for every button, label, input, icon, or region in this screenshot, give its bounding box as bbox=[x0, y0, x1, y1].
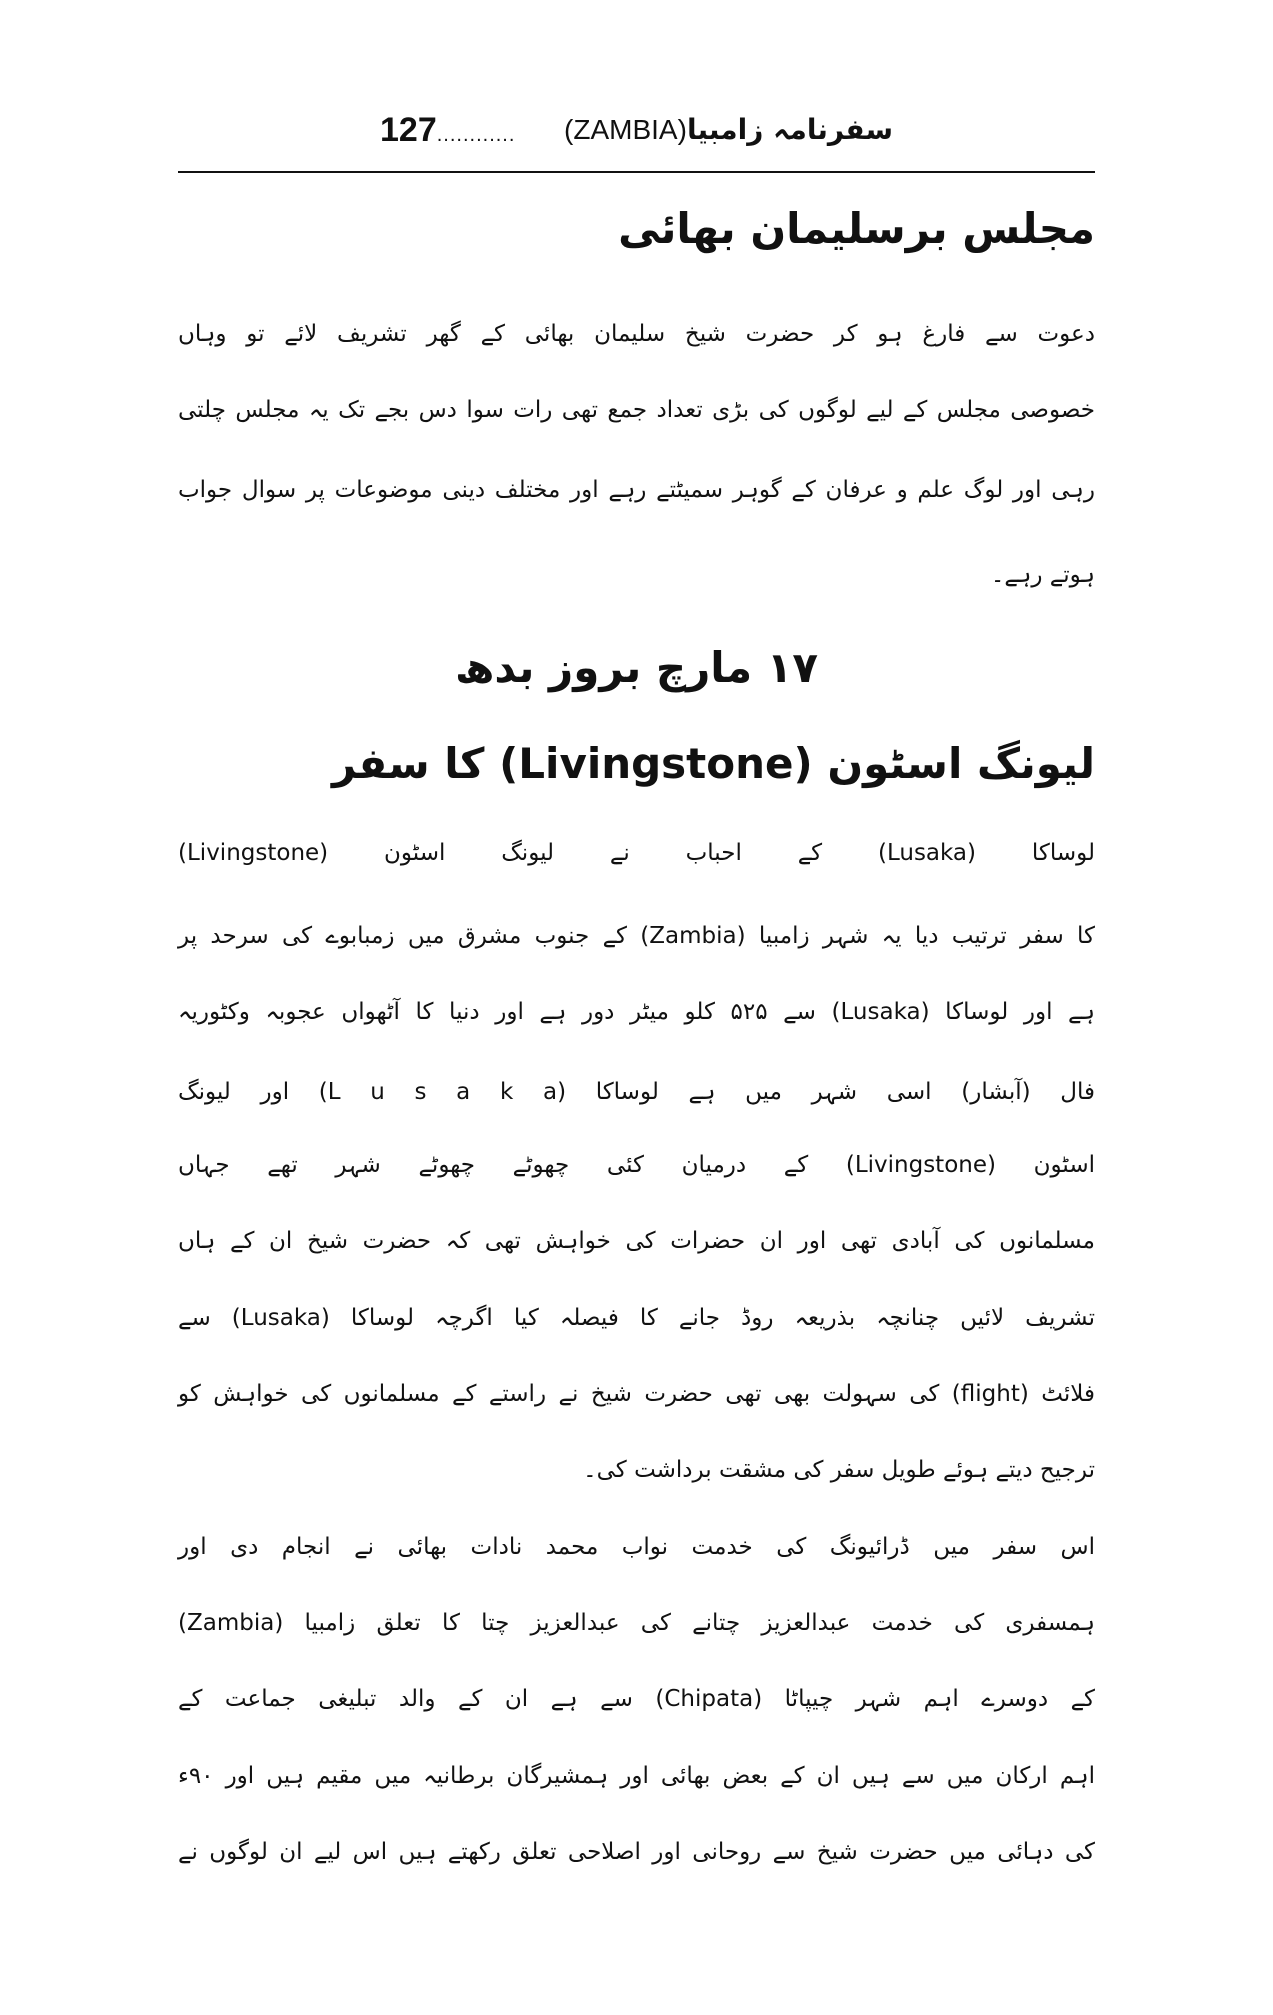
date-heading: ۱۷ مارچ بروز بدھ bbox=[455, 643, 818, 692]
running-title bbox=[564, 108, 893, 156]
paragraph-line: رہی اور لوگ علم و عرفان کے گوہر سمیٹتے رہے اور مختلف دینی موضوعات پر سوال جواب bbox=[178, 477, 1095, 503]
section-heading: لیونگ اسٹون (Livingstone) کا سفر bbox=[331, 739, 1095, 788]
paragraph-line: لوساکا (Lusaka) کے احباب نے لیونگ اسٹون (Livingstone) bbox=[178, 840, 1095, 866]
paragraph-line: کی دہائی میں حضرت شیخ سے روحانی اور اصلاحی تعلق رکھتے ہیں اس لیے ان لوگوں نے bbox=[178, 1839, 1095, 1865]
paragraph-line: اسٹون (Livingstone) کے درمیان کئی چھوٹے چھوٹے شہر تھے جہاں bbox=[178, 1152, 1095, 1178]
paragraph-line: دعوت سے فارغ ہو کر حضرت شیخ سلیمان بھائی کے گھر تشریف لائے تو وہاں bbox=[178, 321, 1095, 347]
paragraph-line: اہم ارکان میں سے ہیں ان کے بعض بھائی اور ہمشیرگان برطانیہ میں مقیم ہیں اور ۹۰ء bbox=[178, 1763, 1095, 1789]
page-number-value: 127 bbox=[380, 111, 437, 149]
header-rule bbox=[178, 171, 1095, 173]
section-heading: مجلس برسلیمان بھائی bbox=[618, 204, 1095, 253]
paragraph-line: ہمسفری کی خدمت عبدالعزیز چتانے کی عبدالعزیز چتا کا تعلق زامبیا (Zambia) bbox=[178, 1610, 1095, 1636]
paragraph-line: تشریف لائیں چنانچہ بذریعہ روڈ جانے کا فیصلہ کیا اگرچہ لوساکا (Lusaka) سے bbox=[178, 1305, 1095, 1331]
dot-leader: ............ bbox=[436, 124, 516, 146]
paragraph-line: ہوتے رہے۔ bbox=[990, 562, 1095, 588]
paragraph-line: کے دوسرے اہم شہر چیپاٹا (Chipata) سے ہے ان کے والد تبلیغی جماعت کے bbox=[178, 1686, 1095, 1712]
paragraph-line: خصوصی مجلس کے لیے لوگوں کی بڑی تعداد جمع تھی رات سوا دس بجے تک یہ مجلس چلتی bbox=[178, 397, 1095, 423]
paragraph-line: اس سفر میں ڈرائیونگ کی خدمت نواب محمد نادات بھائی نے انجام دی اور bbox=[178, 1534, 1095, 1560]
running-title-latin: (ZAMBIA) bbox=[564, 114, 687, 145]
paragraph-line: فلائٹ (flight) کی سہولت بھی تھی حضرت شیخ نے راستے کے مسلمانوں کی خواہش کو bbox=[178, 1381, 1095, 1407]
paragraph-line: ہے اور لوساکا (Lusaka) سے ۵۲۵ کلو میٹر دور ہے اور دنیا کا آٹھواں عجوبہ وکٹوریہ bbox=[178, 999, 1095, 1025]
page-number bbox=[380, 108, 515, 157]
running-title-urdu: سفرنامہ زامبیا bbox=[686, 113, 893, 146]
paragraph-line: کا سفر ترتیب دیا یہ شہر زامبیا (Zambia) کے جنوب مشرق میں زمبابوے کی سرحد پر bbox=[178, 923, 1095, 949]
paragraph-line: فال (آبشار) اسی شہر میں ہے لوساکا (L u s a k a) اور لیونگ bbox=[178, 1079, 1096, 1105]
paragraph-line: مسلمانوں کی آبادی تھی اور ان حضرات کی خواہش تھی کہ حضرت شیخ ان کے ہاں bbox=[178, 1228, 1095, 1254]
paragraph-line: ترجیح دیتے ہوئے طویل سفر کی مشقت برداشت کی۔ bbox=[583, 1457, 1095, 1483]
